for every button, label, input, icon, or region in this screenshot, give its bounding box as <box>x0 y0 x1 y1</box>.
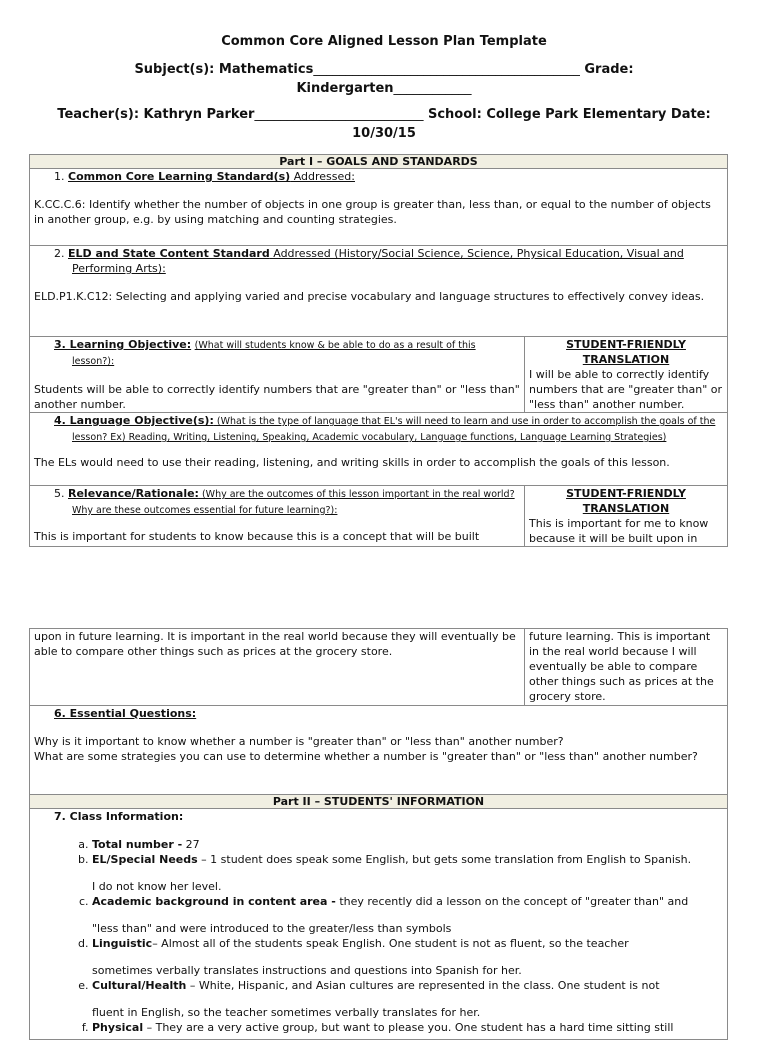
date-value: 10/30/15 <box>352 126 416 141</box>
item-label: Academic background in content area - <box>92 895 336 908</box>
relevance-sft-cell <box>525 486 728 547</box>
learning-objective-body: Students will be able to correctly identify numbers that are "greater than" or "less than" another number. <box>34 383 520 411</box>
essential-questions-cell <box>30 706 728 795</box>
language-objective-prompt: (What is the type of language that EL's will need to learn and use in order to accomplish the goals of the lesson? Ex) Reading, Writing, Listening, Speaking, Academic vocabulary, Language functions, Language Learning Strategies) <box>72 416 716 443</box>
standard-1-cell <box>30 169 728 246</box>
language-objective-title: 4. Language Objective(s): <box>54 414 214 427</box>
relevance-sft-continued-cell <box>525 629 728 706</box>
class-info-item <box>92 837 723 852</box>
class-info-cell <box>30 809 728 1040</box>
class-info-item <box>92 852 723 894</box>
learning-objective-cell <box>30 337 525 413</box>
subject-label: Subject(s): Mathematics <box>134 62 314 77</box>
grade-label: Grade: <box>584 62 634 77</box>
learning-objective-sft-body: I will be able to correctly identify numbers that are "greater than" or "less than" another number. <box>529 368 723 411</box>
item-text: – They are a very active group, but want to please you. One student has a hard time sitting still <box>143 1021 674 1034</box>
relevance-sft-heading: STUDENT-FRIENDLY TRANSLATION <box>566 487 686 515</box>
language-objective-cell <box>30 413 728 486</box>
learning-objective-sft-heading: STUDENT-FRIENDLY TRANSLATION <box>566 338 686 366</box>
item-label: Linguistic <box>92 937 153 950</box>
grade-blank: ____________ <box>393 81 472 96</box>
standard-2-suffix: Addressed (History/Social Science, Science, Physical Education, Visual and Performing Arts): <box>72 247 684 275</box>
essential-questions-title: 6. Essential Questions: <box>54 707 197 720</box>
class-info-title: 7. Class Information: <box>54 810 184 823</box>
item-text: – 1 student does speak some English, but gets some translation from English to Spanish. <box>197 853 692 866</box>
relevance-body-part-b: upon in future learning. It is important in the real world because they will eventually be able to compare other things such as prices at the grocery store. <box>34 630 516 658</box>
standard-1-title: Common Core Learning Standard(s) <box>68 170 291 183</box>
learning-objective-title: 3. Learning Objective: <box>54 338 192 351</box>
language-objective-body: The ELs would need to use their reading, listening, and writing skills in order to accomplish the goals of this lesson. <box>34 456 670 469</box>
subject-blank: _________________________________________ <box>313 62 580 77</box>
students-table <box>29 628 728 1040</box>
item-continuation: I do not know her level. <box>92 880 222 893</box>
standard-1-number: 1. <box>54 170 65 183</box>
part2-heading: Part II – STUDENTS' INFORMATION <box>30 795 728 809</box>
teacher-school-line <box>0 107 768 146</box>
item-label: Total number - <box>92 838 183 851</box>
relevance-sft-part-a: This is important for me to know because it will be built upon in <box>529 517 709 545</box>
standard-2-cell <box>30 246 728 337</box>
item-text: 27 <box>182 838 200 851</box>
learning-objective-prompt: (What will students know & be able to do as a result of this lesson?): <box>72 340 476 367</box>
essential-question-1: Why is it important to know whether a number is "greater than" or "less than" another number? <box>34 735 564 748</box>
standard-2-heading <box>34 246 723 276</box>
relevance-sft-part-b: future learning. This is important in the real world because I will eventually be able to compare other things such as prices at the grocery store. <box>529 630 714 703</box>
item-continuation: sometimes verbally translates instructions and questions into Spanish for her. <box>92 964 522 977</box>
essential-question-2: What are some strategies you can use to determine whether a number is "greater than" or "less than" another number? <box>34 750 698 763</box>
learning-objective-sft-cell <box>525 337 728 413</box>
item-text: – White, Hispanic, and Asian cultures are represented in the class. One student is not <box>186 979 660 992</box>
class-info-item <box>92 936 723 978</box>
item-label: Physical <box>92 1021 144 1034</box>
item-label: Cultural/Health <box>92 979 187 992</box>
relevance-title: Relevance/Rationale: <box>68 487 199 500</box>
class-info-item <box>92 978 723 1020</box>
standard-1-heading <box>34 169 723 184</box>
class-info-item <box>92 1020 723 1035</box>
item-label: EL/Special Needs <box>92 853 198 866</box>
goals-table <box>29 154 728 547</box>
class-info-item <box>92 894 723 936</box>
subject-grade-line <box>0 62 768 101</box>
relevance-cell <box>30 486 525 547</box>
relevance-prompt: (Why are the outcomes of this lesson important in the real world? Why are these outcomes essential for future learning?): <box>72 489 515 516</box>
teacher-label: Teacher(s): Kathryn Parker <box>57 107 255 122</box>
date-label: Date: <box>670 107 711 122</box>
item-text: – Almost all of the students speak English. One student is not as fluent, so the teacher <box>152 937 629 950</box>
standard-1-suffix: Addressed: <box>290 170 355 183</box>
teacher-blank: __________________________ <box>254 107 424 122</box>
standard-1-body: K.CC.C.6: Identify whether the number of objects in one group is greater than, less than, or equal to the number of objects in another group, e.g. by using matching and counting strategies. <box>34 198 711 226</box>
standard-2-number: 2. <box>54 247 65 260</box>
relevance-number: 5. <box>54 487 65 500</box>
relevance-continued-cell <box>30 629 525 706</box>
part1-heading: Part I – GOALS AND STANDARDS <box>30 155 728 169</box>
standard-2-body: ELD.P1.K.C12: Selecting and applying varied and precise vocabulary and language structures to effectively convey ideas. <box>34 290 705 303</box>
item-continuation: fluent in English, so the teacher sometimes verbally translates for her. <box>92 1006 481 1019</box>
item-continuation: "less than" and were introduced to the greater/less than symbols <box>92 922 452 935</box>
relevance-body-part-a: This is important for students to know because this is a concept that will be built <box>34 530 480 543</box>
document-title: Common Core Aligned Lesson Plan Template <box>221 34 547 49</box>
grade-value: Kindergarten <box>296 81 394 96</box>
class-info-list <box>34 837 723 1035</box>
standard-2-title: ELD and State Content Standard <box>68 247 270 260</box>
item-text: they recently did a lesson on the concept of "greater than" and <box>335 895 689 908</box>
school-label: School: College Park Elementary <box>427 107 667 122</box>
